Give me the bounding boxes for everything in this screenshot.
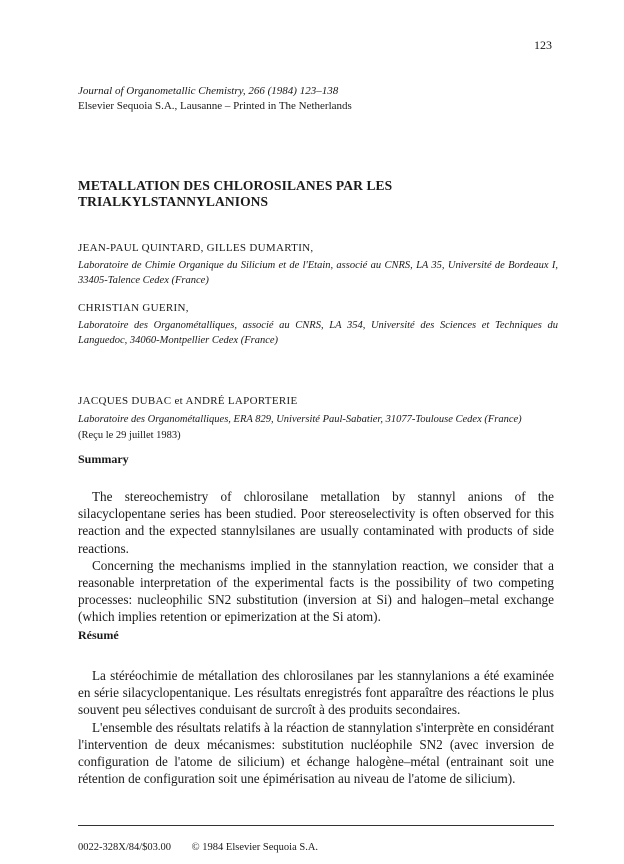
author-group-3: JACQUES DUBAC et ANDRÉ LAPORTERIE: [78, 395, 298, 407]
issn-price: 0022-328X/84/$03.00: [78, 842, 172, 853]
footer-rule: [78, 825, 554, 826]
journal-citation: [78, 84, 352, 114]
journal-line-2: Elsevier Sequoia S.A., Lausanne – Printed in The Netherlands: [78, 100, 352, 112]
page-number: 123: [534, 38, 552, 52]
author-group-1: JEAN-PAUL QUINTARD, GILLES DUMARTIN,: [78, 242, 314, 254]
affiliation-1: Laboratoire de Chimie Organique du Silicium et de l'Etain, associé au CNRS, LA 35, Université de Bordeaux I, 33405-Talence Cedex (France): [78, 260, 558, 286]
affiliation-2: Laboratoire des Organométalliques, associé au CNRS, LA 354, Université des Sciences et Techniques du Languedoc, 34060-Montpellier Cedex (France): [78, 320, 558, 346]
copyright: © 1984 Elsevier Sequoia S.A.: [191, 842, 319, 853]
resume-paragraph: L'ensemble des résultats relatifs à la réaction de stannylation s'interprète en considérant l'intervention de deux mécanismes: substitution nucléophile SN2 (avec inversion de configuration de l'atome de silicium) et échange halogène–métal (entrainant soit une rétention de configuration soit une épimérisation au niveau de l'atome de silicium).: [78, 719, 554, 787]
footer: [78, 842, 318, 853]
summary-heading: Summary: [78, 452, 129, 466]
summary-paragraph: The stereochemistry of chlorosilane metallation by stannyl anions of the silacyclopentane series has been studied. Poor stereoselectivity is often observed for this reaction and the expected stannylsilanes are usually contaminated with products of side reactions.: [78, 489, 554, 556]
journal-line-1: Journal of Organometallic Chemistry, 266 (1984) 123–138: [78, 85, 339, 97]
received-date: (Reçu le 29 juillet 1983): [78, 430, 181, 441]
affiliation-3: Laboratoire des Organométalliques, ERA 829, Université Paul-Sabatier, 31077-Toulouse Cedex (France): [78, 414, 522, 425]
resume-heading: Résumé: [78, 628, 119, 642]
author-group-2: CHRISTIAN GUERIN,: [78, 302, 189, 314]
resume-paragraph: La stéréochimie de métallation des chlorosilanes par les stannylanions a été examinée en série silacyclopentanique. Les résultats enregistrés font apparaître des réactions le plus souvent peu sélectives conduisant de surcroît à des produits secondaires.: [78, 668, 554, 718]
summary-body: [78, 488, 554, 626]
resume-body: [78, 667, 554, 787]
summary-paragraph: Concerning the mechanisms implied in the stannylation reaction, we consider that a reasonable interpretation of the experimental facts is the possibility of two competing processes: nucleophilic SN2 substitution (inversion at Si) and halogen–metal exchange (which implies retention or epimerization at the Si atom).: [78, 557, 554, 625]
article-title: METALLATION DES CHLOROSILANES PAR LES TRIALKYLSTANNYLANIONS: [78, 178, 393, 209]
